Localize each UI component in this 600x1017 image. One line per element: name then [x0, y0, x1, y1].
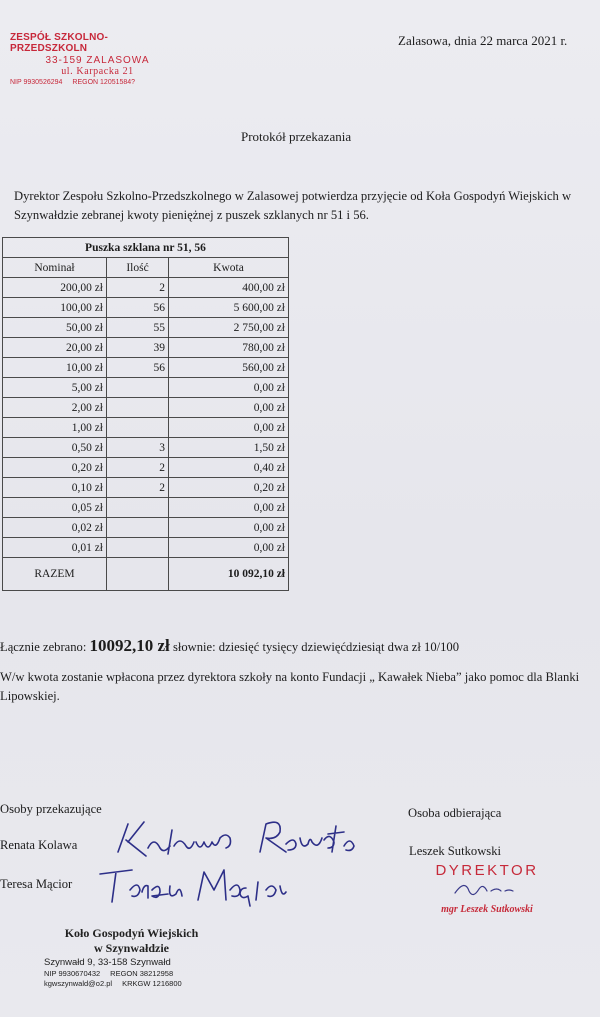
- column-header-amount: Kwota: [169, 258, 289, 278]
- cell-nominal: 1,00 zł: [3, 418, 107, 438]
- kgw-stamp-line1: Koło Gospodyń Wiejskich: [64, 926, 199, 940]
- cell-amount: 0,20 zł: [169, 478, 289, 498]
- column-header-nominal: Nominał: [3, 258, 107, 278]
- total-amount: 10 092,10 zł: [169, 558, 289, 591]
- school-stamp: [10, 32, 185, 86]
- kgw-stamp-address: Szynwałd 9, 33-158 Szynwałd: [44, 957, 171, 968]
- cell-quantity: [107, 498, 169, 518]
- table-row: [3, 538, 289, 558]
- table-row: [3, 518, 289, 538]
- director-stamp-name: mgr Leszek Sutkowski: [441, 904, 533, 915]
- cell-amount: 0,00 zł: [169, 498, 289, 518]
- date-line: Zalasowa, dnia 22 marca 2021 r.: [398, 33, 568, 48]
- table-row: [3, 358, 289, 378]
- cell-nominal: 0,10 zł: [3, 478, 107, 498]
- receiver-name: Leszek Sutkowski: [409, 844, 501, 858]
- table-row: [3, 418, 289, 438]
- cell-quantity: [107, 518, 169, 538]
- cell-amount: 0,00 zł: [169, 418, 289, 438]
- cell-nominal: 0,05 zł: [3, 498, 107, 518]
- cell-quantity: [107, 538, 169, 558]
- document-title: Protokół przekazania: [241, 129, 352, 144]
- cell-quantity: 39: [107, 338, 169, 358]
- kgw-stamp-line2: w Szynwałdzie: [94, 941, 169, 955]
- cell-nominal: 0,01 zł: [3, 538, 107, 558]
- director-stamp-title: DYREKTOR: [435, 862, 539, 879]
- cell-nominal: 50,00 zł: [3, 318, 107, 338]
- table-row: [3, 438, 289, 458]
- signature-giver-2: [96, 860, 296, 910]
- kgw-stamp: [44, 926, 234, 988]
- cell-nominal: 0,50 zł: [3, 438, 107, 458]
- cell-amount: 2 750,00 zł: [169, 318, 289, 338]
- summary-amount: 10092,10 zł: [89, 636, 170, 655]
- kgw-stamp-ids: [44, 969, 234, 978]
- school-stamp-nip: NIP 9930526294: [10, 79, 63, 86]
- cell-nominal: 2,00 zł: [3, 398, 107, 418]
- cell-amount: 0,00 zł: [169, 378, 289, 398]
- cell-quantity: [107, 378, 169, 398]
- school-stamp-street: ul. Karpacka 21: [61, 66, 134, 77]
- total-row: [3, 558, 289, 591]
- school-stamp-name: ZESPÓŁ SZKOLNO-PRZEDSZKOLN: [10, 32, 108, 54]
- cell-quantity: 2: [107, 478, 169, 498]
- director-signature: [447, 879, 527, 899]
- kgw-stamp-regon: REGON 38212958: [110, 969, 174, 978]
- cell-nominal: 200,00 zł: [3, 278, 107, 298]
- column-header-quantity: Ilość: [107, 258, 169, 278]
- cell-nominal: 0,20 zł: [3, 458, 107, 478]
- table-row: [3, 458, 289, 478]
- table-body: [3, 278, 289, 591]
- cell-nominal: 5,00 zł: [3, 378, 107, 398]
- cell-amount: 0,40 zł: [169, 458, 289, 478]
- director-stamp: [412, 862, 562, 915]
- table-row: [3, 318, 289, 338]
- signature-giver-1: [110, 812, 360, 867]
- table-title: Puszka szklana nr 51, 56: [3, 238, 289, 258]
- cell-quantity: [107, 398, 169, 418]
- intro-paragraph: Dyrektor Zespołu Szkolno-Przedszkolnego w Zalasowej potwierdza przyjęcie od Koła Gospodyń Wiejskich w Szynwałdzie zebranej kwoty pieniężnej z puszek szklanych nr 51 i 56.: [14, 189, 572, 222]
- cell-quantity: 56: [107, 358, 169, 378]
- table-row: [3, 478, 289, 498]
- giver-name-1: Renata Kolawa: [0, 838, 78, 852]
- cell-amount: 780,00 zł: [169, 338, 289, 358]
- cell-quantity: 56: [107, 298, 169, 318]
- total-quantity-empty: [107, 558, 169, 591]
- summary-prefix: Łącznie zebrano:: [0, 640, 87, 654]
- amount-table: [2, 237, 289, 591]
- cell-nominal: 0,02 zł: [3, 518, 107, 538]
- cell-amount: 560,00 zł: [169, 358, 289, 378]
- cell-quantity: [107, 418, 169, 438]
- kgw-stamp-email: kgwszynwald@o2.pl: [44, 979, 113, 988]
- cell-nominal: 10,00 zł: [3, 358, 107, 378]
- table-row: [3, 278, 289, 298]
- summary-line: [0, 636, 459, 656]
- table-row: [3, 498, 289, 518]
- cell-quantity: 55: [107, 318, 169, 338]
- givers-heading: Osoby przekazujące: [0, 802, 102, 816]
- kgw-stamp-contact: [44, 979, 234, 988]
- cell-quantity: 2: [107, 458, 169, 478]
- giver-name-2: Teresa Mącior: [0, 877, 73, 891]
- cell-amount: 400,00 zł: [169, 278, 289, 298]
- receiver-heading: Osoba odbierająca: [408, 806, 502, 820]
- kgw-stamp-nip: NIP 9930670432: [44, 969, 101, 978]
- summary-words: słownie: dziesięć tysięcy dziewięćdziesiąt dwa zł 10/100: [172, 640, 460, 654]
- table-row: [3, 298, 289, 318]
- school-stamp-ids: [10, 79, 185, 86]
- transfer-note: W/w kwota zostanie wpłacona przez dyrektora szkoły na konto Fundacji „ Kawałek Nieba” jako pomoc dla Blanki Lipowskiej.: [0, 670, 580, 703]
- cell-nominal: 20,00 zł: [3, 338, 107, 358]
- table-row: [3, 338, 289, 358]
- table-row: [3, 398, 289, 418]
- kgw-stamp-krs: KRKGW 1216800: [122, 979, 182, 988]
- cell-amount: 1,50 zł: [169, 438, 289, 458]
- cell-quantity: 2: [107, 278, 169, 298]
- cell-amount: 0,00 zł: [169, 518, 289, 538]
- cell-amount: 5 600,00 zł: [169, 298, 289, 318]
- cell-amount: 0,00 zł: [169, 538, 289, 558]
- cell-amount: 0,00 zł: [169, 398, 289, 418]
- school-stamp-postal: 33-159 ZALASOWA: [45, 55, 150, 66]
- cell-quantity: 3: [107, 438, 169, 458]
- table-row: [3, 378, 289, 398]
- cell-nominal: 100,00 zł: [3, 298, 107, 318]
- total-label: RAZEM: [3, 558, 107, 591]
- school-stamp-regon: REGON 12051584?: [72, 79, 136, 86]
